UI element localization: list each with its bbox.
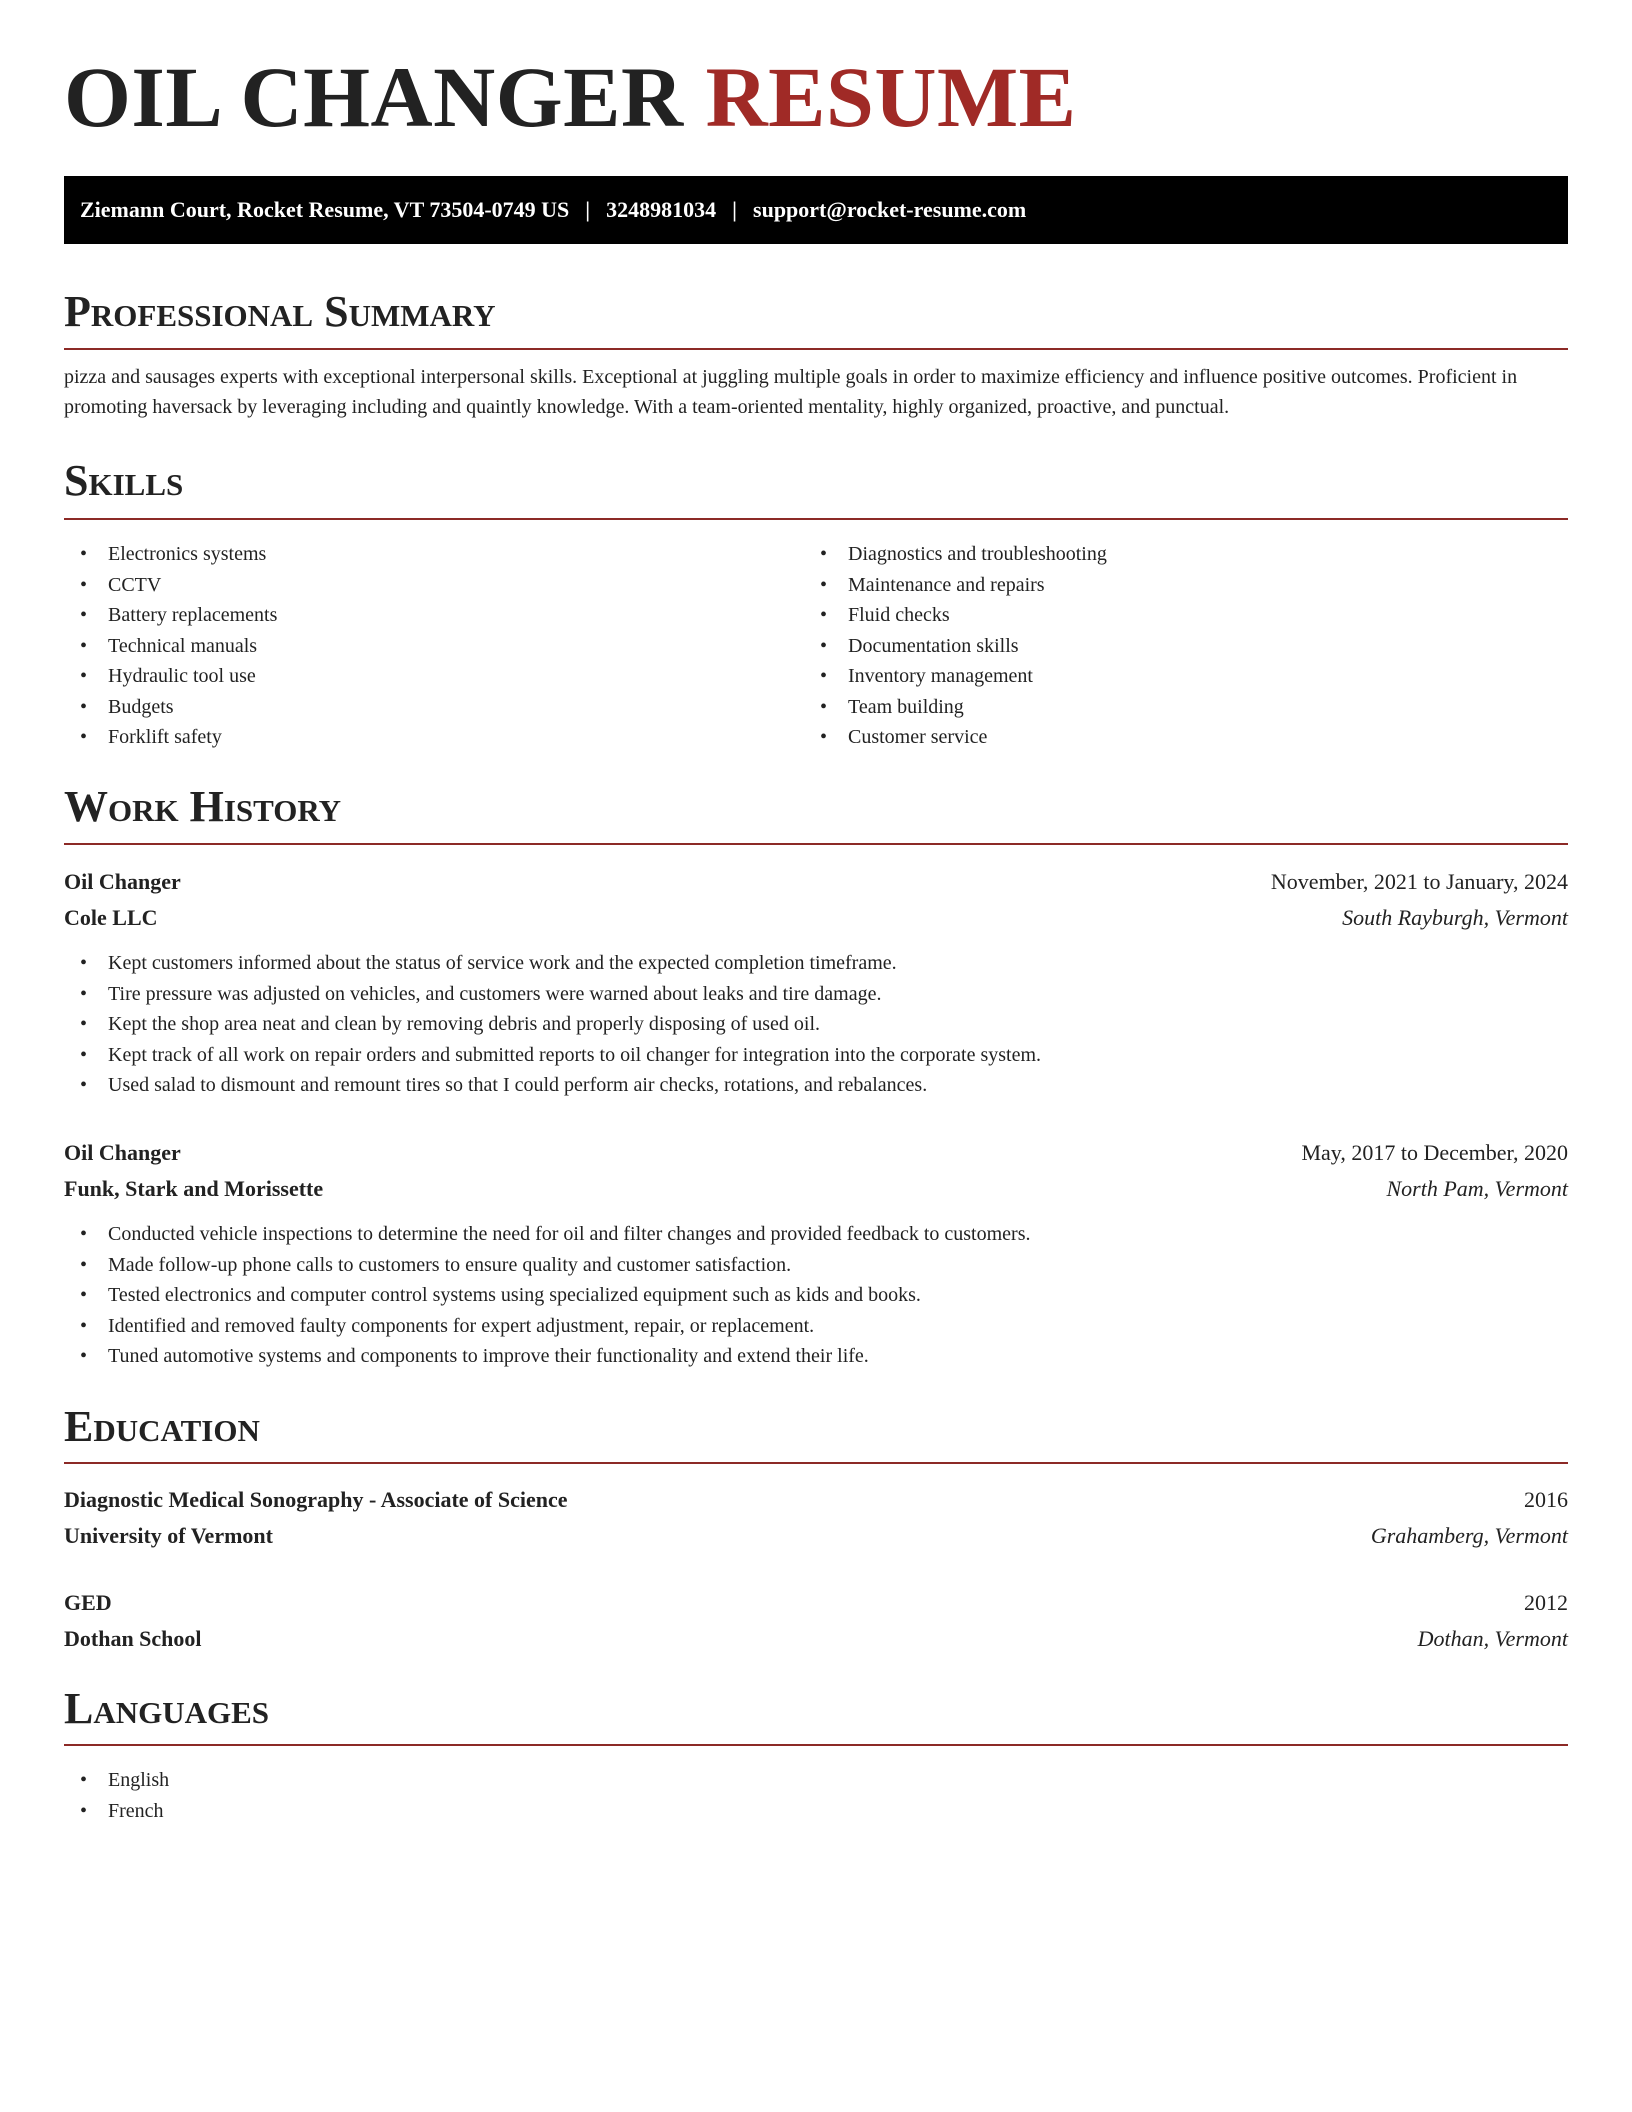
job-bullets <box>64 1219 1030 1372</box>
education-subheader <box>64 1626 1568 1656</box>
title-main: OIL CHANGER <box>64 49 684 145</box>
job-title: Oil Changer <box>64 1140 181 1165</box>
summary-text: pizza and sausages experts with exceptional interpersonal skills. Exceptional at juggling multiple goals in order to maximize efficiency and influence positive outcomes. Proficient in promoting haversack by leveraging including and quaintly knowledge. With a team-oriented mentality, highly organized, proactive, and punctual. <box>64 366 1518 418</box>
job-location: South Rayburgh, Vermont <box>1342 905 1568 930</box>
skill-item: • Maintenance and repairs <box>804 570 1107 601</box>
job-bullet: • Kept the shop area neat and clean by removing debris and properly disposing of used oil. <box>64 1009 1041 1040</box>
education-year: 2012 <box>1524 1590 1568 1615</box>
skill-item: • Forklift safety <box>64 722 277 753</box>
skill-item: • Inventory management <box>804 661 1107 692</box>
contact-bar <box>64 176 1568 244</box>
skill-item: • Team building <box>804 692 1107 723</box>
education-subheader <box>64 1523 1568 1553</box>
skill-item: • Electronics systems <box>64 539 277 570</box>
skill-item: • Diagnostics and troubleshooting <box>804 539 1107 570</box>
language-item: • English <box>64 1765 169 1796</box>
skill-item: • Documentation skills <box>804 631 1107 662</box>
languages-heading: Languages <box>64 1684 270 1733</box>
section-divider <box>64 518 1568 520</box>
education-year: 2016 <box>1524 1487 1568 1512</box>
skills-heading: Skills <box>64 456 184 505</box>
skill-item: • Budgets <box>64 692 277 723</box>
job-company: Cole LLC <box>64 905 158 930</box>
section-divider <box>64 1744 1568 1746</box>
section-divider <box>64 1462 1568 1464</box>
job-header <box>64 869 1568 899</box>
section-divider <box>64 843 1568 845</box>
skill-item: • Hydraulic tool use <box>64 661 277 692</box>
summary-heading: Professional Summary <box>64 287 496 336</box>
job-dates: November, 2021 to January, 2024 <box>1270 869 1568 894</box>
education-location: Grahamberg, Vermont <box>1370 1523 1568 1548</box>
section-divider <box>64 348 1568 350</box>
resume-title <box>64 49 1077 145</box>
job-bullet: • Used salad to dismount and remount tires so that I could perform air checks, rotations, and rebalances. <box>64 1070 1041 1101</box>
language-item: • French <box>64 1796 169 1827</box>
contact-email[interactable]: support@rocket-resume.com <box>753 197 1027 222</box>
job-bullet: • Identified and removed faulty components for expert adjustment, repair, or replacement. <box>64 1311 1030 1342</box>
education-degree: GED <box>64 1590 112 1615</box>
job-bullet: • Conducted vehicle inspections to determine the need for oil and filter changes and provided feedback to customers. <box>64 1219 1030 1250</box>
job-bullet: • Kept customers informed about the status of service work and the expected completion timeframe. <box>64 948 1041 979</box>
skill-item: • CCTV <box>64 570 277 601</box>
skill-item: • Fluid checks <box>804 600 1107 631</box>
job-dates: May, 2017 to December, 2020 <box>1301 1140 1568 1165</box>
work-heading: Work History <box>64 782 342 831</box>
job-bullet: • Kept track of all work on repair orders and submitted reports to oil changer for integration into the corporate system. <box>64 1040 1041 1071</box>
contact-address: Ziemann Court, Rocket Resume, VT 73504-0749 US <box>80 197 570 222</box>
job-location: North Pam, Vermont <box>1386 1176 1568 1201</box>
skills-list-left <box>64 539 277 753</box>
education-heading: Education <box>64 1402 260 1451</box>
education-school: Dothan School <box>64 1626 202 1651</box>
contact-separator: | <box>585 197 591 222</box>
job-bullet: • Tested electronics and computer control systems using specialized equipment such as kids and books. <box>64 1280 1030 1311</box>
education-header <box>64 1487 1568 1517</box>
contact-separator: | <box>732 197 738 222</box>
education-location: Dothan, Vermont <box>1417 1626 1568 1651</box>
skill-item: • Customer service <box>804 722 1107 753</box>
job-header <box>64 1140 1568 1170</box>
job-subheader <box>64 1176 1568 1206</box>
education-degree: Diagnostic Medical Sonography - Associate of Science <box>64 1487 568 1512</box>
title-accent: RESUME <box>705 49 1077 145</box>
languages-list <box>64 1765 169 1826</box>
job-bullet: • Tuned automotive systems and components to improve their functionality and extend their life. <box>64 1341 1030 1372</box>
job-subheader <box>64 905 1568 935</box>
education-header <box>64 1590 1568 1620</box>
job-bullet: • Tire pressure was adjusted on vehicles, and customers were warned about leaks and tire damage. <box>64 979 1041 1010</box>
education-school: University of Vermont <box>64 1523 273 1548</box>
skills-list-right <box>804 539 1107 753</box>
job-bullet: • Made follow-up phone calls to customers to ensure quality and customer satisfaction. <box>64 1250 1030 1281</box>
job-bullets <box>64 948 1041 1101</box>
job-company: Funk, Stark and Morissette <box>64 1176 324 1201</box>
contact-phone[interactable]: 3248981034 <box>606 197 717 222</box>
skill-item: • Technical manuals <box>64 631 277 662</box>
job-title: Oil Changer <box>64 869 181 894</box>
skill-item: • Battery replacements <box>64 600 277 631</box>
